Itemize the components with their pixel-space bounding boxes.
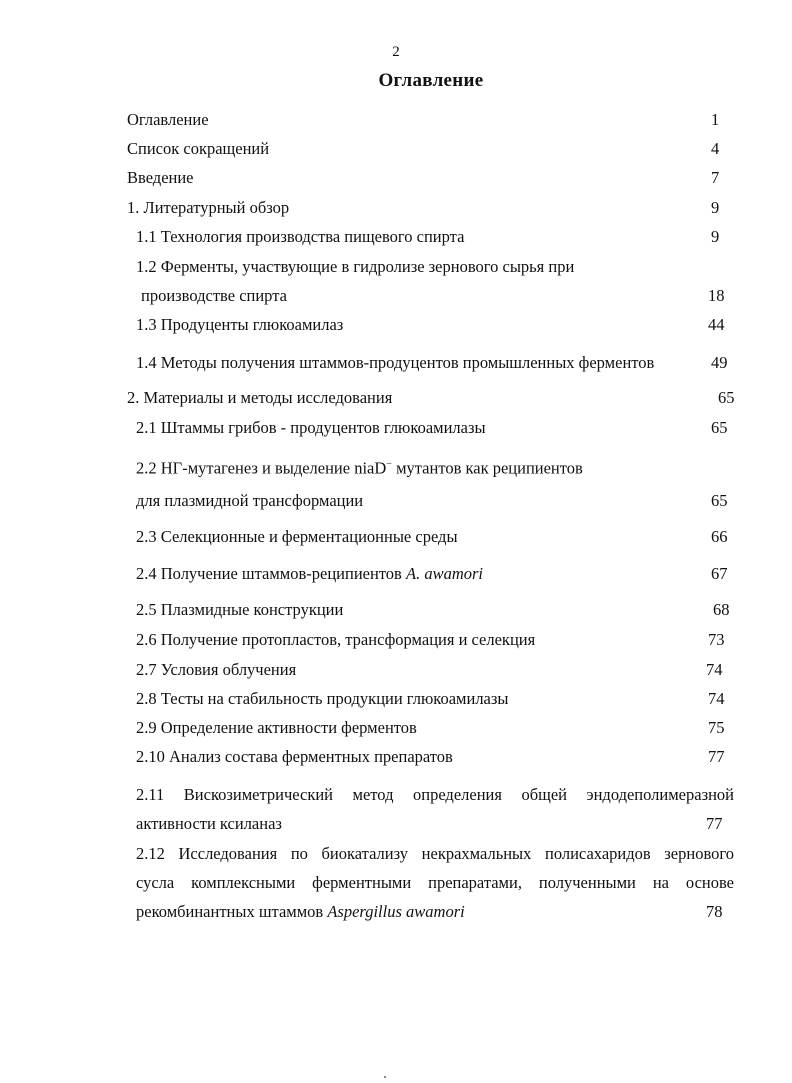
- toc-entry-text: 2.7 Условия облучения: [136, 660, 297, 679]
- toc-page-number: 1: [711, 110, 720, 129]
- toc-page-number: 78: [706, 902, 723, 921]
- toc-entry-text-line2: сусла комплексными ферментными препаратами, полученными на основе: [136, 873, 734, 892]
- toc-page-number: 49: [711, 353, 728, 372]
- toc-entry-text: 2.6 Получение протопластов, трансформация и селекция: [136, 630, 536, 649]
- toc-page-number: 75: [708, 718, 725, 737]
- toc-entry-text: Список сокращений: [127, 139, 270, 158]
- toc-page-number: 67: [711, 564, 728, 583]
- toc-page-number: 65: [711, 491, 728, 510]
- toc-entry-text-part: рекомбинантных штаммов: [136, 902, 328, 921]
- toc-page-number: 65: [718, 388, 735, 407]
- toc-entry-text: [136, 564, 483, 584]
- toc-page-number: 73: [708, 630, 725, 649]
- toc-entry-text: 2. Материалы и методы исследования: [127, 388, 393, 407]
- toc-entry-text-line2: для плазмидной трансформации: [136, 491, 364, 510]
- toc-entry-text: 1.3 Продуценты глюкоамилаз: [136, 315, 344, 334]
- toc-entry-superscript: −: [386, 459, 392, 470]
- toc-entry-text: 2.10 Анализ состава ферментных препаратов: [136, 747, 453, 766]
- toc-page-number: 9: [711, 198, 720, 217]
- toc-page-number: 4: [711, 139, 720, 158]
- toc-page-number: 7: [711, 168, 720, 187]
- toc-entry-text: 2.5 Плазмидные конструкции: [136, 600, 344, 619]
- toc-page-number: 74: [706, 660, 723, 679]
- toc-entry-text: Оглавление: [127, 110, 209, 129]
- toc-entry-text: Введение: [127, 168, 194, 187]
- toc-entry-text: 1.1 Технология производства пищевого спирта: [136, 227, 465, 246]
- toc-title: Оглавление: [378, 70, 484, 91]
- toc-page-number: 44: [708, 315, 725, 334]
- toc-entry-text: 2.1 Штаммы грибов - продуцентов глюкоамилазы: [136, 418, 486, 437]
- toc-page-number: 68: [713, 600, 730, 619]
- toc-entry-text-line1: [136, 455, 583, 479]
- toc-entry-text: 2.8 Тесты на стабильность продукции глюкоамилазы: [136, 689, 509, 708]
- toc-entry-text-line3: [136, 902, 465, 922]
- toc-entry-text: 2.9 Определение активности ферментов: [136, 718, 417, 737]
- toc-page-number: 77: [706, 814, 723, 833]
- toc-entry-text-part: мутантов как реципиентов: [391, 458, 583, 478]
- toc-entry-text: 1. Литературный обзор: [127, 198, 290, 217]
- toc-page-number: 74: [708, 689, 725, 708]
- toc-page-number: 18: [708, 286, 725, 305]
- toc-entry-text-line2: производстве спирта: [141, 286, 287, 305]
- toc-entry-text: 2.3 Селекционные и ферментационные среды: [136, 527, 458, 546]
- toc-page-number: 66: [711, 527, 728, 546]
- toc-page-number: 65: [711, 418, 728, 437]
- toc-entry-text-part: 2.2 НГ-мутагенез и выделение niaD: [136, 458, 387, 478]
- page-number: 2: [392, 44, 400, 60]
- toc-entry-text-line1: 2.11 Вискозиметрический метод определения общей эндодеполимеразной: [136, 785, 734, 804]
- toc-entry-text-part: 2.4 Получение штаммов-реципиентов: [136, 564, 406, 583]
- toc-page-number: 77: [708, 747, 725, 766]
- toc-page-number: 9: [711, 227, 720, 246]
- toc-entry-text-line1: 2.12 Исследования по биокатализу некрахмальных полисахаридов зернового: [136, 844, 734, 863]
- scan-dot: [384, 1076, 386, 1078]
- species-name: A. awamori: [405, 564, 483, 583]
- toc-entry-text-line1: 1.2 Ферменты, участвующие в гидролизе зернового сырья при: [136, 257, 575, 276]
- species-name: Aspergillus awamori: [327, 902, 465, 921]
- toc-entry-text-line2: активности ксиланаз: [136, 814, 282, 833]
- toc-entry-text: 1.4 Методы получения штаммов-продуцентов промышленных ферментов: [136, 353, 655, 372]
